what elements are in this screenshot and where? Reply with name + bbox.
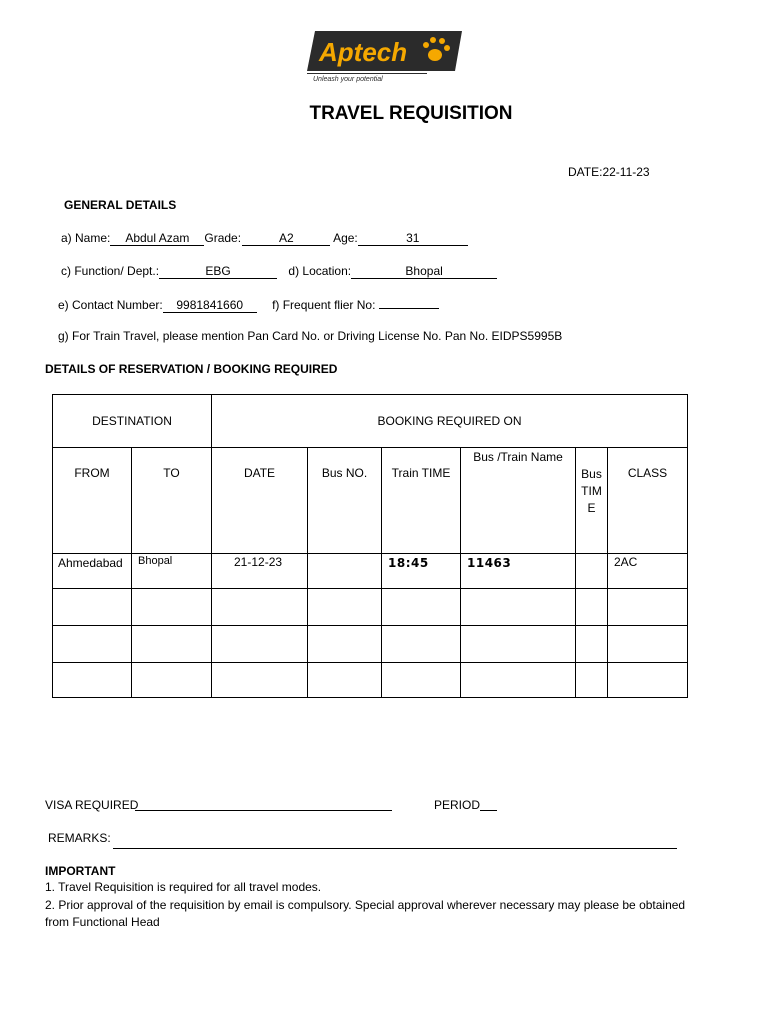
name-row: [61, 231, 468, 246]
empty-cell[interactable]: [576, 626, 608, 663]
empty-cell[interactable]: [212, 663, 308, 698]
reservation-heading: DETAILS OF RESERVATION / BOOKING REQUIRED: [45, 362, 338, 376]
empty-cell[interactable]: [53, 663, 132, 698]
table-header-row-1: [53, 395, 688, 448]
destination-header: DESTINATION: [53, 395, 212, 448]
empty-cell[interactable]: [461, 663, 576, 698]
empty-cell[interactable]: [308, 663, 382, 698]
empty-cell[interactable]: [53, 589, 132, 626]
function-row: [61, 264, 497, 279]
empty-cell[interactable]: [308, 626, 382, 663]
flier-field[interactable]: [379, 296, 439, 309]
empty-cell[interactable]: [576, 663, 608, 698]
empty-cell[interactable]: [382, 663, 461, 698]
empty-cell[interactable]: [132, 626, 212, 663]
train-time-header: Train TIME: [382, 448, 461, 554]
grade-label: Grade:: [204, 231, 242, 245]
period-field[interactable]: [480, 810, 497, 811]
period-label: PERIOD: [434, 798, 481, 812]
empty-cell[interactable]: [212, 626, 308, 663]
table-row: [53, 554, 688, 589]
bus-time-cell[interactable]: [576, 554, 608, 589]
contact-label: e) Contact Number:: [58, 298, 163, 312]
function-label: c) Function/ Dept.:: [61, 264, 160, 278]
table-header-row-2: [53, 448, 688, 554]
flier-label: f) Frequent flier No:: [272, 298, 376, 312]
empty-cell[interactable]: [576, 589, 608, 626]
class-header: CLASS: [608, 448, 688, 554]
from-header: FROM: [53, 448, 132, 554]
empty-cell[interactable]: [608, 663, 688, 698]
empty-cell[interactable]: [461, 626, 576, 663]
general-details-heading: GENERAL DETAILS: [64, 198, 177, 212]
booking-required-header: BOOKING REQUIRED ON: [212, 395, 688, 448]
visa-label: VISA REQUIRED: [45, 798, 139, 812]
important-line-1: 1. Travel Requisition is required for all travel modes.: [45, 880, 322, 894]
train-time-cell[interactable]: 18:45: [382, 554, 461, 589]
empty-cell[interactable]: [608, 626, 688, 663]
from-cell[interactable]: Ahmedabad: [53, 554, 132, 589]
name-label: a) Name:: [61, 231, 111, 245]
grade-field[interactable]: A2: [242, 232, 330, 246]
age-field[interactable]: 31: [358, 232, 468, 246]
to-cell[interactable]: Bhopal: [132, 554, 212, 589]
empty-cell[interactable]: [132, 663, 212, 698]
visa-field[interactable]: [135, 810, 392, 811]
table-row: [53, 663, 688, 698]
empty-cell[interactable]: [608, 589, 688, 626]
page-title: TRAVEL REQUISITION: [309, 103, 513, 124]
important-line-2: 2. Prior approval of the requisition by email is compulsory. Special approval wherever necessary may please be obtained: [45, 898, 686, 912]
train-name-cell[interactable]: 11463: [461, 554, 576, 589]
empty-cell[interactable]: [382, 626, 461, 663]
location-field[interactable]: Bhopal: [351, 265, 497, 279]
class-cell[interactable]: 2AC: [608, 554, 688, 589]
empty-cell[interactable]: [461, 589, 576, 626]
empty-cell[interactable]: [212, 589, 308, 626]
empty-cell[interactable]: [53, 626, 132, 663]
empty-cell[interactable]: [308, 589, 382, 626]
bus-time-header: Bus TIME: [576, 448, 608, 554]
empty-cell[interactable]: [382, 589, 461, 626]
svg-text:Unleash your potential: Unleash your potential: [313, 76, 383, 83]
age-label: Age:: [333, 231, 358, 245]
remarks-field[interactable]: [113, 848, 677, 849]
table-row: [53, 626, 688, 663]
date-cell[interactable]: 21-12-23: [212, 554, 308, 589]
function-field[interactable]: EBG: [159, 265, 277, 279]
empty-cell[interactable]: [132, 589, 212, 626]
important-line-3: from Functional Head: [45, 915, 160, 929]
date-text: DATE:22-11-23: [568, 165, 650, 179]
bus-train-name-header: Bus /Train Name: [461, 448, 576, 554]
bus-no-cell[interactable]: [308, 554, 382, 589]
train-note: g) For Train Travel, please mention Pan Card No. or Driving License No. Pan No. EIDPS5995B: [58, 329, 563, 343]
reservation-table: [52, 394, 688, 698]
contact-field[interactable]: 9981841660: [163, 299, 257, 313]
to-header: TO: [132, 448, 212, 554]
svg-text:Aptech: Aptech: [319, 37, 408, 67]
name-field[interactable]: Abdul Azam: [110, 232, 204, 246]
bus-no-header: Bus NO.: [308, 448, 382, 554]
important-heading: IMPORTANT: [45, 864, 116, 878]
location-label: d) Location:: [288, 264, 352, 278]
remarks-label: REMARKS:: [48, 831, 111, 845]
contact-row: [58, 296, 439, 313]
aptech-logo: [305, 29, 462, 84]
date-header: DATE: [212, 448, 308, 554]
table-row: [53, 589, 688, 626]
